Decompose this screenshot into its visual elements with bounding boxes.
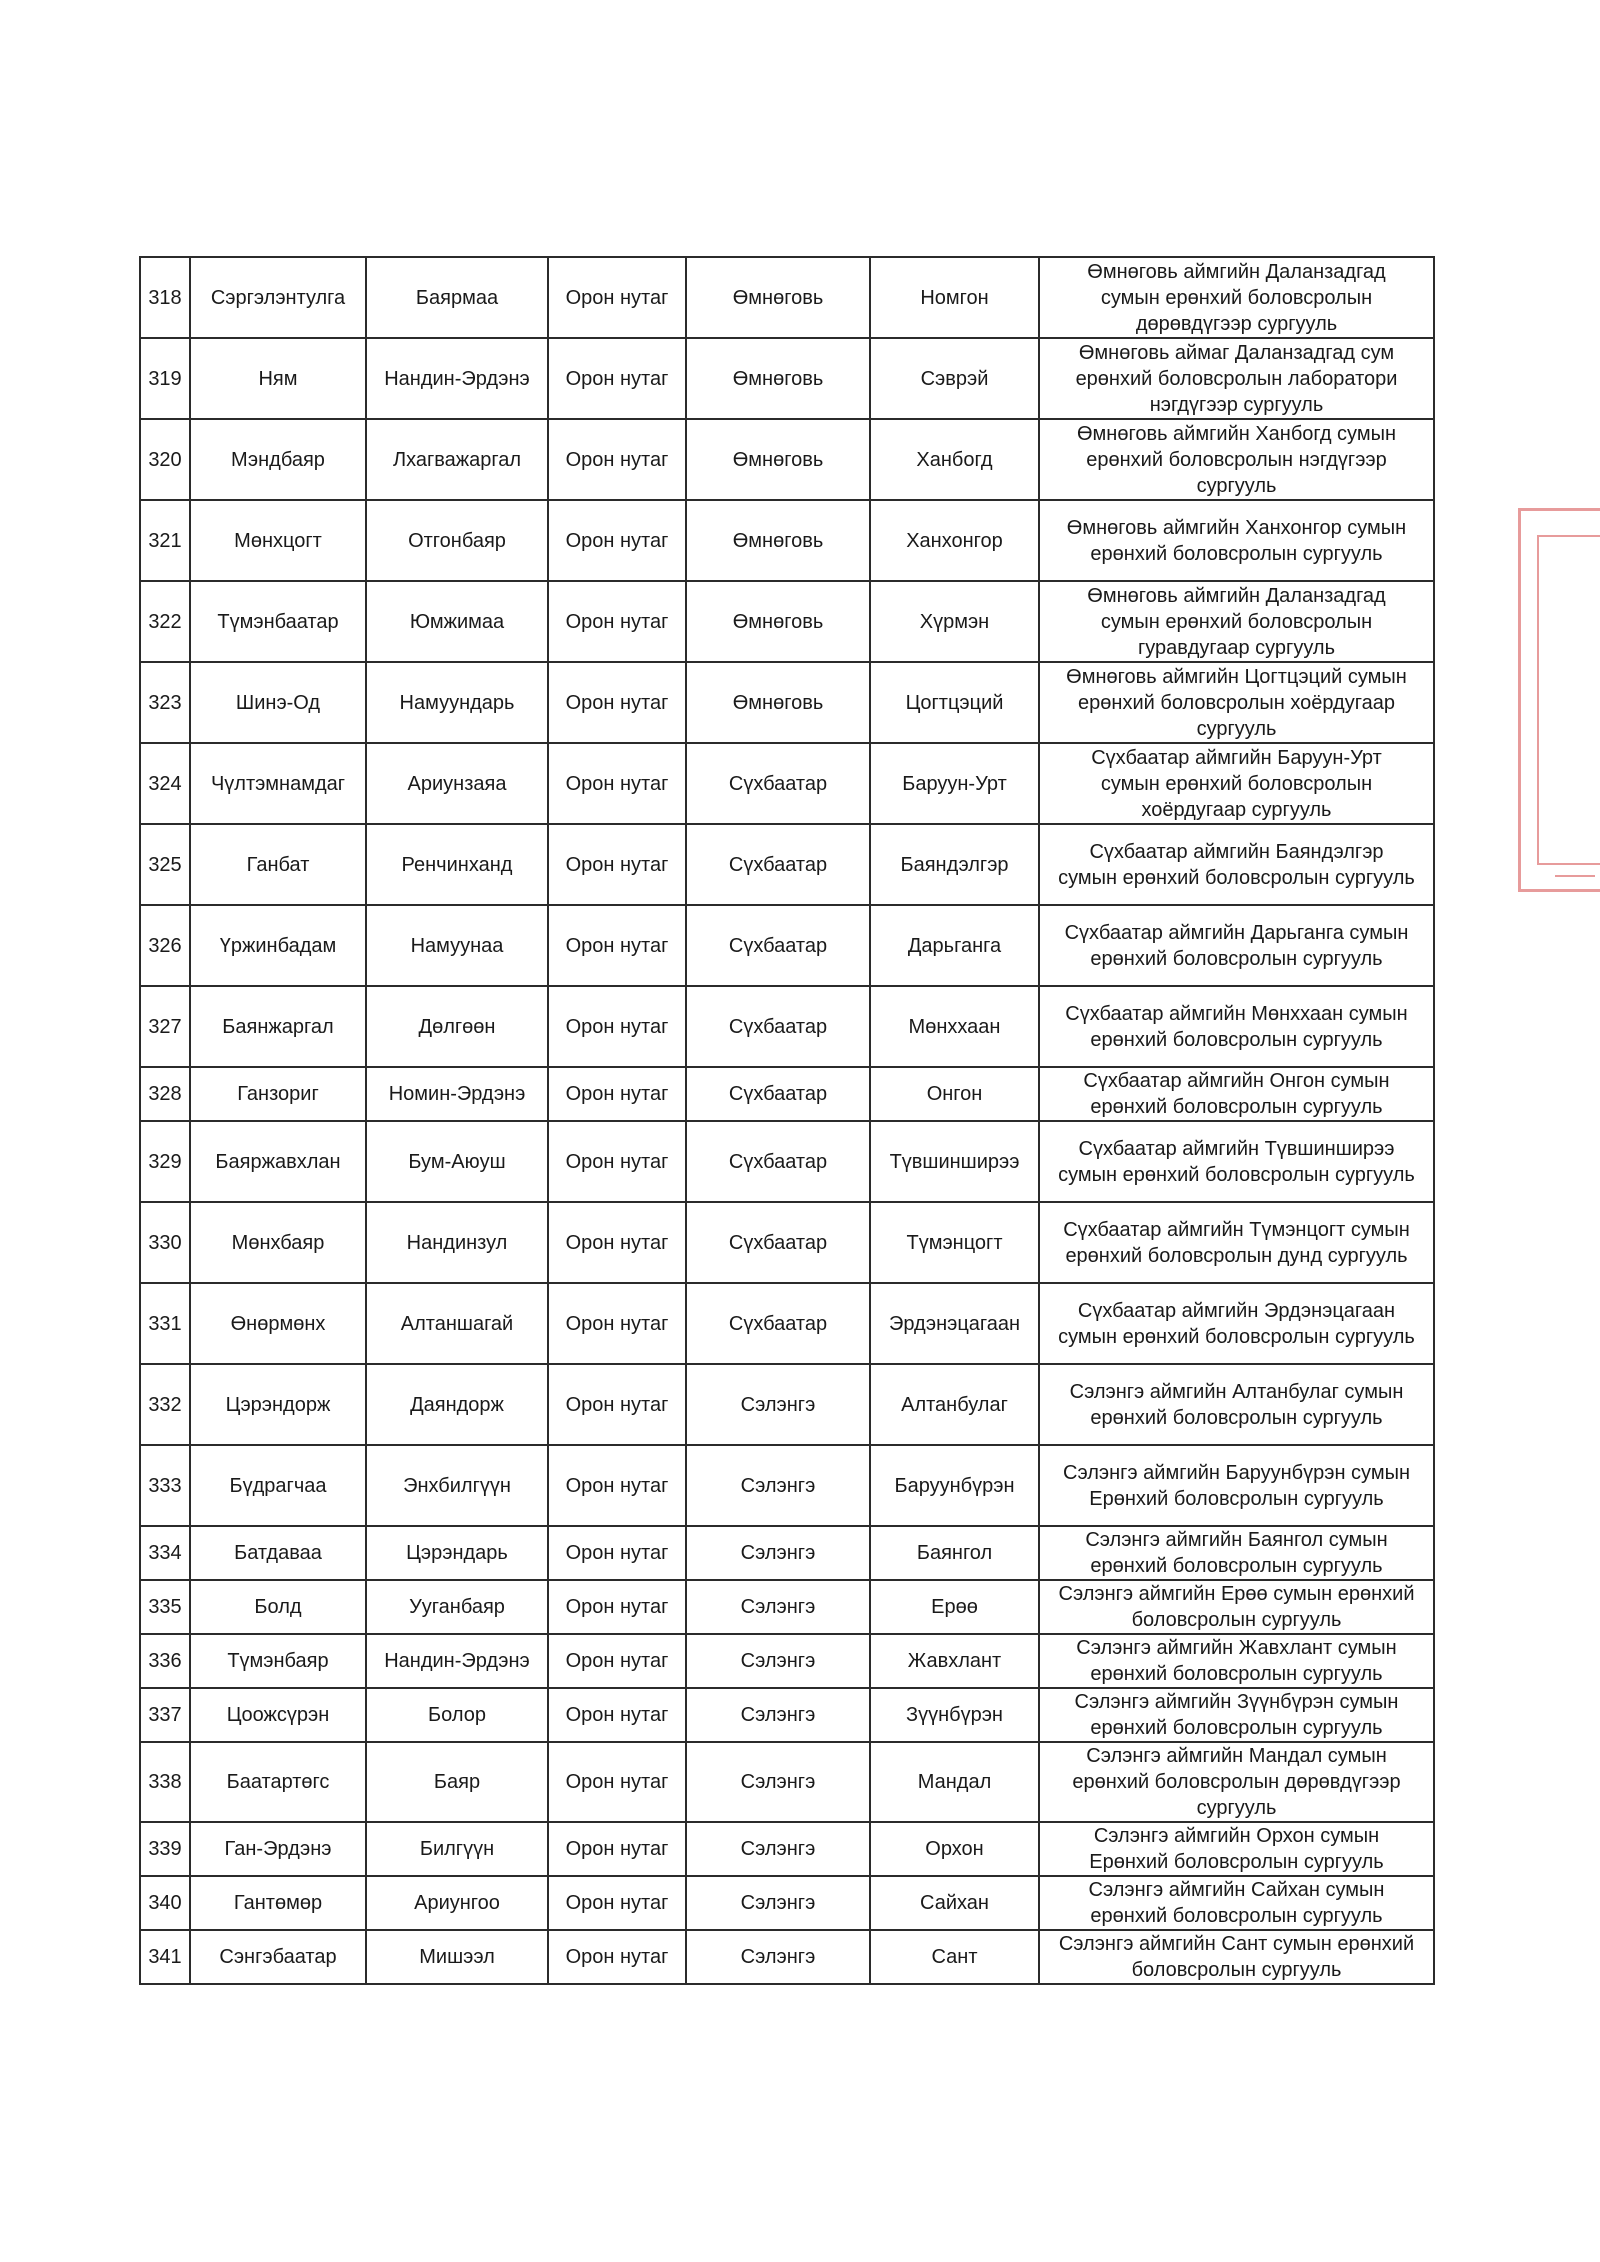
school-line: хоёрдугаар сургууль [1141, 798, 1332, 821]
last-name-cell: Түмэнбаяр [190, 1634, 366, 1688]
school-line: Сүхбаатар аймгийн Мөнххаан сумын [1065, 1002, 1408, 1025]
school-line: сумын ерөнхий боловсролын [1100, 772, 1373, 795]
school-line: Сэлэнгэ аймгийн Сайхан сумын [1088, 1879, 1385, 1901]
table-row [140, 1876, 1434, 1930]
table-row [140, 662, 1434, 743]
table-row [140, 338, 1434, 419]
school-line: боловсролын сургууль [1131, 1959, 1342, 1981]
school-line: ерөнхий боловсролын сургууль [1090, 542, 1383, 565]
row-number: 334 [140, 1526, 190, 1580]
row-number: 340 [140, 1876, 190, 1930]
school-cell [1039, 905, 1434, 986]
table-row [140, 743, 1434, 824]
school-cell [1039, 1580, 1434, 1634]
school-line: Сэлэнгэ аймгийн Баянгол сумын [1085, 1529, 1388, 1551]
school-line: ерөнхий боловсролын лаборатори [1075, 367, 1398, 390]
last-name-cell: Чүлтэмнамдаг [190, 743, 366, 824]
soum-cell: Цогтцэций [870, 662, 1039, 743]
table-row [140, 1634, 1434, 1688]
aimag-cell: Сүхбаатар [686, 986, 870, 1067]
row-number: 328 [140, 1067, 190, 1121]
soum-cell: Зүүнбүрэн [870, 1688, 1039, 1742]
school-line: Сэлэнгэ аймгийн Зүүнбүрэн сумын [1074, 1691, 1399, 1713]
school-line: ерөнхий боловсролын хоёрдугаар [1078, 691, 1395, 714]
first-name-cell: Юмжимаа [366, 581, 548, 662]
row-number: 331 [140, 1283, 190, 1364]
school-line: сумын ерөнхий боловсролын сургууль [1058, 1325, 1415, 1348]
type-cell: Орон нутаг [548, 1364, 686, 1445]
school-line: ерөнхий боловсролын сургууль [1090, 1028, 1383, 1051]
type-cell: Орон нутаг [548, 338, 686, 419]
first-name-cell: Лхагважаргал [366, 419, 548, 500]
school-line: сумын ерөнхий боловсролын [1100, 286, 1373, 309]
aimag-cell: Сэлэнгэ [686, 1580, 870, 1634]
school-line: гуравдугаар сургууль [1137, 636, 1335, 659]
official-stamp-fragment [1518, 508, 1600, 892]
row-number: 325 [140, 824, 190, 905]
school-line: ерөнхий боловсролын сургууль [1090, 1555, 1383, 1577]
school-line: ерөнхий боловсролын сургууль [1090, 947, 1383, 970]
table-row [140, 1742, 1434, 1822]
school-line: Өмнөговь аймгийн Даланзадгад [1087, 260, 1386, 283]
school-line: Сүхбаатар аймгийн Түмэнцогт сумын [1063, 1218, 1410, 1241]
school-line: Сүхбаатар аймгийн Баруун-Урт [1091, 746, 1382, 769]
school-cell [1039, 1526, 1434, 1580]
school-cell [1039, 1445, 1434, 1526]
school-cell [1039, 1283, 1434, 1364]
school-line: сумын ерөнхий боловсролын [1100, 610, 1373, 633]
roster-body [140, 257, 1434, 1984]
type-cell: Орон нутаг [548, 581, 686, 662]
last-name-cell: Ганбат [190, 824, 366, 905]
row-number: 323 [140, 662, 190, 743]
soum-cell: Баянгол [870, 1526, 1039, 1580]
type-cell: Орон нутаг [548, 1526, 686, 1580]
type-cell: Орон нутаг [548, 662, 686, 743]
first-name-cell: Нандин-Эрдэнэ [366, 338, 548, 419]
aimag-cell: Өмнөговь [686, 419, 870, 500]
school-line: нэгдүгээр сургууль [1149, 393, 1324, 416]
school-line: Ерөнхий боловсролын сургууль [1089, 1851, 1384, 1873]
soum-cell: Ханхонгор [870, 500, 1039, 581]
soum-cell: Баяндэлгэр [870, 824, 1039, 905]
type-cell: Орон нутаг [548, 824, 686, 905]
type-cell: Орон нутаг [548, 1580, 686, 1634]
school-line: ерөнхий боловсролын сургууль [1090, 1905, 1383, 1927]
last-name-cell: Сэнгэбаатар [190, 1930, 366, 1984]
soum-cell: Сайхан [870, 1876, 1039, 1930]
row-number: 335 [140, 1580, 190, 1634]
school-line: сумын ерөнхий боловсролын сургууль [1058, 1163, 1415, 1186]
table-row [140, 257, 1434, 338]
school-line: Сэлэнгэ аймгийн Жавхлант сумын [1076, 1637, 1397, 1659]
school-line: Ерөнхий боловсролын сургууль [1089, 1487, 1384, 1510]
first-name-cell: Номин-Эрдэнэ [366, 1067, 548, 1121]
last-name-cell: Болд [190, 1580, 366, 1634]
last-name-cell: Ням [190, 338, 366, 419]
row-number: 326 [140, 905, 190, 986]
school-cell [1039, 500, 1434, 581]
table-row [140, 824, 1434, 905]
last-name-cell: Ганзориг [190, 1067, 366, 1121]
school-cell [1039, 257, 1434, 338]
table-row [140, 1445, 1434, 1526]
type-cell: Орон нутаг [548, 1283, 686, 1364]
table-row [140, 1688, 1434, 1742]
first-name-cell: Цэрэндарь [366, 1526, 548, 1580]
soum-cell: Эрдэнэцагаан [870, 1283, 1039, 1364]
soum-cell: Жавхлант [870, 1634, 1039, 1688]
first-name-cell: Отгонбаяр [366, 500, 548, 581]
school-line: ерөнхий боловсролын дөрөвдүгээр [1072, 1771, 1401, 1793]
aimag-cell: Өмнөговь [686, 500, 870, 581]
first-name-cell: Билгүүн [366, 1822, 548, 1876]
school-cell [1039, 1688, 1434, 1742]
row-number: 339 [140, 1822, 190, 1876]
last-name-cell: Мэндбаяр [190, 419, 366, 500]
school-line: Өмнөговь аймгийн Цогтцэций сумын [1066, 665, 1407, 688]
first-name-cell: Ариунгоо [366, 1876, 548, 1930]
row-number: 327 [140, 986, 190, 1067]
aimag-cell: Сэлэнгэ [686, 1688, 870, 1742]
school-line: сургууль [1196, 474, 1277, 497]
row-number: 324 [140, 743, 190, 824]
last-name-cell: Сэргэлэнтулга [190, 257, 366, 338]
soum-cell: Сэврэй [870, 338, 1039, 419]
aimag-cell: Сэлэнгэ [686, 1876, 870, 1930]
school-cell [1039, 1202, 1434, 1283]
school-cell [1039, 338, 1434, 419]
aimag-cell: Сүхбаатар [686, 743, 870, 824]
first-name-cell: Бум-Аюуш [366, 1121, 548, 1202]
row-number: 333 [140, 1445, 190, 1526]
soum-cell: Сант [870, 1930, 1039, 1984]
school-line: боловсролын сургууль [1131, 1609, 1342, 1631]
last-name-cell: Мөнхбаяр [190, 1202, 366, 1283]
first-name-cell: Ариунзаяа [366, 743, 548, 824]
soum-cell: Онгон [870, 1067, 1039, 1121]
aimag-cell: Сэлэнгэ [686, 1526, 870, 1580]
student-roster-table [139, 256, 1435, 1985]
aimag-cell: Өмнөговь [686, 581, 870, 662]
school-line: Өмнөговь аймаг Даланзадгад сум [1078, 341, 1395, 364]
school-line: ерөнхий боловсролын нэгдүгээр [1086, 448, 1387, 471]
aimag-cell: Сэлэнгэ [686, 1445, 870, 1526]
school-line: Сэлэнгэ аймгийн Орхон сумын [1093, 1825, 1380, 1847]
aimag-cell: Сүхбаатар [686, 824, 870, 905]
school-cell [1039, 1067, 1434, 1121]
soum-cell: Ерөө [870, 1580, 1039, 1634]
soum-cell: Мандал [870, 1742, 1039, 1822]
row-number: 336 [140, 1634, 190, 1688]
last-name-cell: Түмэнбаатар [190, 581, 366, 662]
school-line: ерөнхий боловсролын дунд сургууль [1065, 1244, 1408, 1267]
school-cell [1039, 1742, 1434, 1822]
school-line: Сүхбаатар аймгийн Түвшинширээ [1078, 1137, 1395, 1160]
row-number: 320 [140, 419, 190, 500]
school-line: дөрөвдүгээр сургууль [1135, 312, 1338, 335]
table-row [140, 1930, 1434, 1984]
aimag-cell: Сүхбаатар [686, 1202, 870, 1283]
school-cell [1039, 662, 1434, 743]
school-line: Сэлэнгэ аймгийн Мандал сумын [1086, 1745, 1387, 1767]
type-cell: Орон нутаг [548, 986, 686, 1067]
school-line: Сэлэнгэ аймгийн Ерөө сумын ерөнхий [1058, 1583, 1415, 1605]
soum-cell: Түмэнцогт [870, 1202, 1039, 1283]
first-name-cell: Дөлгөөн [366, 986, 548, 1067]
row-number: 322 [140, 581, 190, 662]
row-number: 332 [140, 1364, 190, 1445]
type-cell: Орон нутаг [548, 1445, 686, 1526]
aimag-cell: Сэлэнгэ [686, 1364, 870, 1445]
last-name-cell: Гантөмөр [190, 1876, 366, 1930]
type-cell: Орон нутаг [548, 1067, 686, 1121]
last-name-cell: Үржинбадам [190, 905, 366, 986]
aimag-cell: Өмнөговь [686, 257, 870, 338]
table-row [140, 1526, 1434, 1580]
type-cell: Орон нутаг [548, 743, 686, 824]
table-row [140, 1364, 1434, 1445]
school-cell [1039, 1822, 1434, 1876]
row-number: 318 [140, 257, 190, 338]
first-name-cell: Алтаншагай [366, 1283, 548, 1364]
aimag-cell: Сүхбаатар [686, 1283, 870, 1364]
type-cell: Орон нутаг [548, 1634, 686, 1688]
first-name-cell: Мишээл [366, 1930, 548, 1984]
school-cell [1039, 581, 1434, 662]
school-line: Сэлэнгэ аймгийн Алтанбулаг сумын [1069, 1380, 1404, 1403]
aimag-cell: Сүхбаатар [686, 905, 870, 986]
type-cell: Орон нутаг [548, 1876, 686, 1930]
first-name-cell: Намуунаа [366, 905, 548, 986]
last-name-cell: Баяржавхлан [190, 1121, 366, 1202]
soum-cell: Дарьганга [870, 905, 1039, 986]
school-cell [1039, 1121, 1434, 1202]
row-number: 321 [140, 500, 190, 581]
type-cell: Орон нутаг [548, 1930, 686, 1984]
school-line: Сүхбаатар аймгийн Дарьганга сумын [1064, 921, 1409, 944]
last-name-cell: Өнөрмөнх [190, 1283, 366, 1364]
soum-cell: Ханбогд [870, 419, 1039, 500]
last-name-cell: Баянжаргал [190, 986, 366, 1067]
last-name-cell: Батдаваа [190, 1526, 366, 1580]
table-row [140, 986, 1434, 1067]
school-cell [1039, 824, 1434, 905]
first-name-cell: Болор [366, 1688, 548, 1742]
table-row [140, 500, 1434, 581]
aimag-cell: Сэлэнгэ [686, 1822, 870, 1876]
school-line: Өмнөговь аймгийн Ханбогд сумын [1077, 422, 1396, 445]
school-line: сумын ерөнхий боловсролын сургууль [1058, 866, 1415, 889]
school-line: Өмнөговь аймгийн Ханхонгор сумын [1066, 516, 1407, 539]
school-line: ерөнхий боловсролын сургууль [1090, 1096, 1383, 1118]
type-cell: Орон нутаг [548, 419, 686, 500]
first-name-cell: Энхбилгүүн [366, 1445, 548, 1526]
school-line: Өмнөговь аймгийн Даланзадгад [1087, 584, 1386, 607]
row-number: 341 [140, 1930, 190, 1984]
row-number: 330 [140, 1202, 190, 1283]
soum-cell: Номгон [870, 257, 1039, 338]
row-number: 338 [140, 1742, 190, 1822]
school-cell [1039, 743, 1434, 824]
last-name-cell: Шинэ-Од [190, 662, 366, 743]
first-name-cell: Намуундарь [366, 662, 548, 743]
aimag-cell: Өмнөговь [686, 338, 870, 419]
school-line: сургууль [1196, 717, 1277, 740]
school-cell [1039, 1876, 1434, 1930]
soum-cell: Түвшинширээ [870, 1121, 1039, 1202]
soum-cell: Хүрмэн [870, 581, 1039, 662]
last-name-cell: Баатартөгс [190, 1742, 366, 1822]
table-row [140, 1283, 1434, 1364]
table-row [140, 1202, 1434, 1283]
soum-cell: Мөнххаан [870, 986, 1039, 1067]
table-row [140, 1067, 1434, 1121]
school-line: Сүхбаатар аймгийн Онгон сумын [1083, 1070, 1390, 1092]
type-cell: Орон нутаг [548, 1121, 686, 1202]
soum-cell: Алтанбулаг [870, 1364, 1039, 1445]
school-line: ерөнхий боловсролын сургууль [1090, 1717, 1383, 1739]
school-line: Сүхбаатар аймгийн Баяндэлгэр [1089, 840, 1384, 863]
first-name-cell: Баярмаа [366, 257, 548, 338]
table-row [140, 1822, 1434, 1876]
table-row [140, 1121, 1434, 1202]
table-row [140, 581, 1434, 662]
school-line: ерөнхий боловсролын сургууль [1090, 1663, 1383, 1685]
last-name-cell: Мөнхцогт [190, 500, 366, 581]
row-number: 337 [140, 1688, 190, 1742]
aimag-cell: Сүхбаатар [686, 1067, 870, 1121]
first-name-cell: Нандинзул [366, 1202, 548, 1283]
type-cell: Орон нутаг [548, 1742, 686, 1822]
type-cell: Орон нутаг [548, 1202, 686, 1283]
soum-cell: Орхон [870, 1822, 1039, 1876]
first-name-cell: Баяр [366, 1742, 548, 1822]
last-name-cell: Бүдрагчаа [190, 1445, 366, 1526]
row-number: 329 [140, 1121, 190, 1202]
aimag-cell: Сэлэнгэ [686, 1930, 870, 1984]
last-name-cell: Цоожсүрэн [190, 1688, 366, 1742]
school-line: Сэлэнгэ аймгийн Баруунбүрэн сумын [1063, 1461, 1410, 1484]
first-name-cell: Ууганбаяр [366, 1580, 548, 1634]
school-line: Сүхбаатар аймгийн Эрдэнэцагаан [1077, 1299, 1396, 1322]
school-cell [1039, 1634, 1434, 1688]
school-cell [1039, 986, 1434, 1067]
type-cell: Орон нутаг [548, 257, 686, 338]
type-cell: Орон нутаг [548, 1688, 686, 1742]
type-cell: Орон нутаг [548, 905, 686, 986]
last-name-cell: Ган-Эрдэнэ [190, 1822, 366, 1876]
school-line: ерөнхий боловсролын сургууль [1090, 1406, 1383, 1429]
aimag-cell: Сэлэнгэ [686, 1634, 870, 1688]
school-line: сургууль [1196, 1797, 1277, 1819]
school-cell [1039, 1364, 1434, 1445]
table-row [140, 1580, 1434, 1634]
school-cell [1039, 419, 1434, 500]
type-cell: Орон нутаг [548, 1822, 686, 1876]
first-name-cell: Нандин-Эрдэнэ [366, 1634, 548, 1688]
aimag-cell: Өмнөговь [686, 662, 870, 743]
last-name-cell: Цэрэндорж [190, 1364, 366, 1445]
table-row [140, 905, 1434, 986]
soum-cell: Баруунбүрэн [870, 1445, 1039, 1526]
first-name-cell: Даяндорж [366, 1364, 548, 1445]
soum-cell: Баруун-Урт [870, 743, 1039, 824]
first-name-cell: Ренчинханд [366, 824, 548, 905]
aimag-cell: Сэлэнгэ [686, 1742, 870, 1822]
aimag-cell: Сүхбаатар [686, 1121, 870, 1202]
school-cell [1039, 1930, 1434, 1984]
type-cell: Орон нутаг [548, 500, 686, 581]
row-number: 319 [140, 338, 190, 419]
table-row [140, 419, 1434, 500]
school-line: Сэлэнгэ аймгийн Сант сумын ерөнхий [1058, 1933, 1415, 1955]
